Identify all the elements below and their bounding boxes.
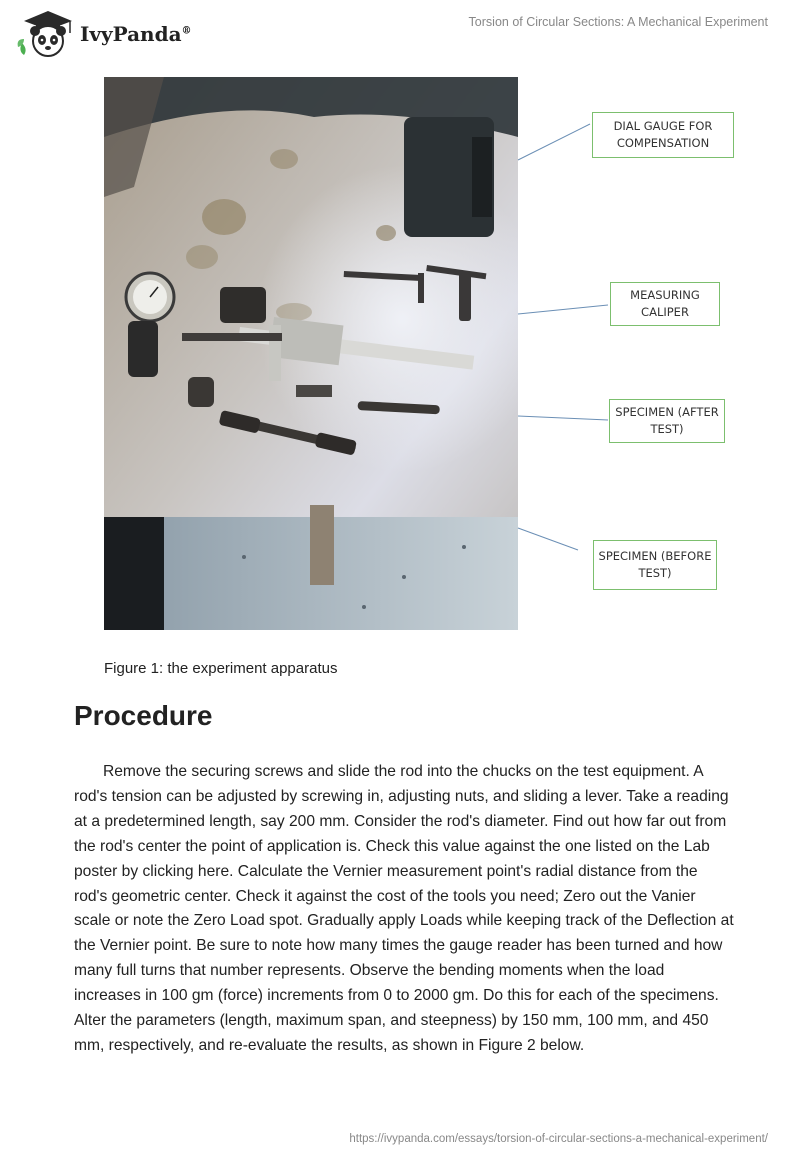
label-measuring-caliper: MEASURING CALIPER: [610, 282, 720, 326]
page-header: [0, 0, 800, 70]
label-specimen-before-test: SPECIMEN (BEFORE TEST): [593, 540, 717, 590]
page-title: Torsion of Circular Sections: A Mechanical Experiment: [468, 15, 768, 29]
label-dial-gauge: DIAL GAUGE FOR COMPENSATION: [592, 112, 734, 158]
source-url[interactable]: https://ivypanda.com/essays/torsion-of-circular-sections-a-mechanical-experiment/: [349, 1133, 768, 1145]
ivypanda-logo[interactable]: [14, 8, 204, 60]
panda-logo-icon: [14, 9, 78, 59]
section-heading: Procedure: [74, 700, 213, 731]
brand-name: IvyPanda®: [80, 22, 192, 46]
procedure-paragraph: Remove the securing screws and slide the rod into the chucks on the test equipment. A rod's tension can be adjusted by screwing in, adjusting nuts, and sliding a lever. Take a reading at a predetermined length, say 200 mm. Consider the rod's diameter. Find out how far out from the rod's center the point of application is. Check this value against the one listed on the Lab poster by clicking here. Calculate the Vernier measurement point's radial distance from the rod's geometric center. Check it against the cost of the tools you need; Zero out the Vanier scale or note the Zero Load spot. Gradually apply Loads while keeping track of the Deflection at the Vernier point. Be sure to note how many times the gauge reader has been turned and how many full turns that number represents. Observe the bending moments when the load increases in 100 gm (force) increments from 0 to 2000 gm. Do this for each of the specimens. Alter the parameters (length, maximum span, and steepness) by 150 mm, 100 mm, and 450 mm, respectively, and re-evaluate the results, as shown in Figure 2 below.: [74, 763, 734, 1054]
label-specimen-after-test: SPECIMEN (AFTER TEST): [609, 399, 725, 443]
figure-caption: Figure 1: the experiment apparatus: [104, 660, 338, 677]
experiment-apparatus-photo: [104, 77, 518, 630]
